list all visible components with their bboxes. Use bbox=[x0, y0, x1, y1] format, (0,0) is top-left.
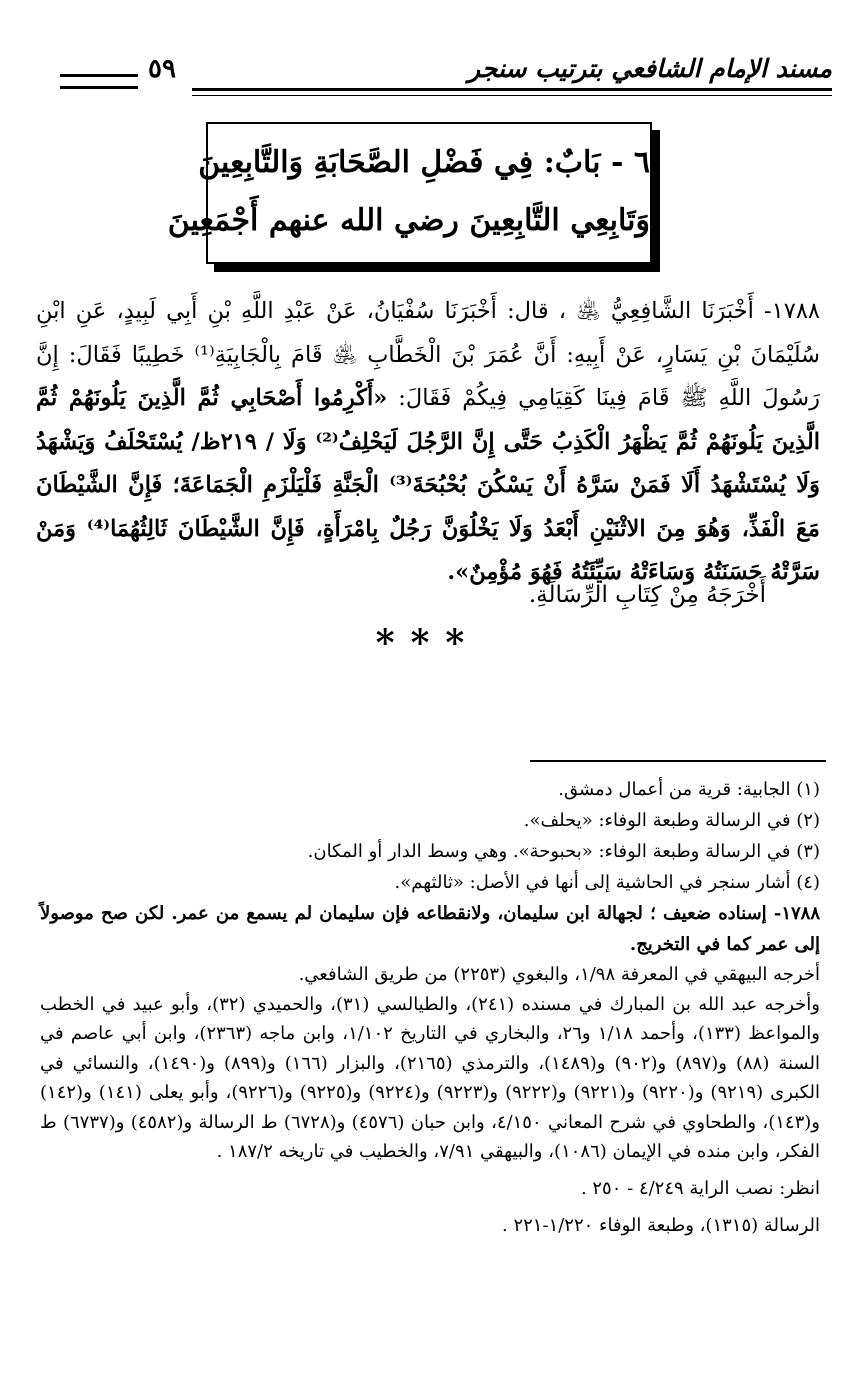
footnote-1: (١) الجابية: قرية من أعمال دمشق. bbox=[558, 779, 820, 800]
see-also: انظر: نصب الراية ٤/٢٤٩ - ٢٥٠ . bbox=[580, 1177, 820, 1199]
footnote-4: (٤) أشار سنجر في الحاشية إلى أنها في الأصل: «ثالثهم». bbox=[394, 872, 820, 893]
hadith-grading: ١٧٨٨- إسناده ضعيف ؛ لجهالة ابن سليمان، ولانقطاعه فإن سليمان لم يسمع من عمر. لكن صح موصولاً إلى عمر كما في التخريج. bbox=[40, 903, 820, 955]
hadith-matn: «أَكْرِمُوا أَصْحَابِي ثُمَّ الَّذِينَ يَلُونَهُمْ ثُمَّ الَّذِينَ يَلُونَهُمْ ثُمَّ يَظْهَرُ الْكَذِبُ حَتَّى إِنَّ الرَّجُلَ لَيَحْلِفُ⁽²⁾ وَلَا / ٢١٩ظ/ يُسْتَحْلَفُ وَيَشْهَدُ وَلَا يُسْتَشْهَدُ أَلَا فَمَنْ سَرَّهُ أَنْ يَسْكُنَ بُحْبُحَةَ⁽³⁾ الْجَنَّةِ فَلْيَلْزَمِ الْجَمَاعَةَ؛ فَإِنَّ الشَّيْطَانَ مَعَ الْفَذِّ، وَهُوَ مِنَ الاثْنَيْنِ أَبْعَدُ وَلَا يَخْلُوَنَّ رَجُلٌ بِامْرَأَةٍ، فَإِنَّ الشَّيْطَانَ ثَالِثُهُمَا⁽⁴⁾ وَمَنْ سَرَّتْهُ حَسَنَتُهُ وَسَاءَتْهُ سَيِّئَتُهُ فَهُوَ مُؤْمِنٌ». bbox=[36, 385, 820, 585]
running-header bbox=[52, 52, 832, 100]
section-separator: *** bbox=[375, 622, 481, 664]
footnote-rule bbox=[530, 760, 826, 762]
footnote-3: (٣) في الرسالة وطبعة الوفاء: «بحبوحة». وهي وسط الدار أو المكان. bbox=[307, 841, 820, 862]
risala-reference: الرسالة (١٣١٥)، وطبعة الوفاء ١/٢٢٠-٢٢١ . bbox=[502, 1214, 820, 1236]
takhrij-1: أخرجه البيهقي في المعرفة ١/٩٨، والبغوي (٢٢٥٣) من طريق الشافعي. bbox=[298, 964, 820, 985]
book-title: مسند الإمام الشافعي بترتيب سنجر bbox=[468, 54, 832, 83]
hadith-isnad: ١٧٨٨- أَخْبَرَنَا الشَّافِعِيُّ ﵁ ، قال: أَخْبَرَنَا سُفْيَانُ، عَنْ عَبْدِ اللَّهِ بْنِ أَبِي لَبِيدٍ، عَنِ ابْنِ سُلَيْمَانَ بْنِ يَسَارٍ، عَنْ أَبِيهِ: أَنَّ عُمَرَ بْنَ الْخَطَّابِ ﵁ قَامَ بِالْجَابِيَةِ⁽¹⁾ خَطِيبًا فَقَالَ: إِنَّ رَسُولَ اللَّهِ ﷺ قَامَ فِينَا كَقِيَامِي فِيكُمْ فَقَالَ: bbox=[36, 298, 821, 411]
chapter-title-line-1: ٦ - بَابٌ: فِي فَضْلِ الصَّحَابَةِ وَالتَّابِعِينَ bbox=[198, 145, 650, 180]
page-number-ornament bbox=[60, 74, 138, 89]
header-rule bbox=[192, 88, 832, 96]
chapter-title-line-2: وَتَابِعِي التَّابِعِينَ رضي الله عنهم أَجْمَعِينَ bbox=[167, 203, 650, 238]
chapter-heading-box bbox=[167, 122, 652, 264]
footnotes bbox=[40, 774, 820, 1241]
hadith-source: أَخْرَجَهُ مِنْ كِتَابِ الرِّسَالَةِ. bbox=[528, 582, 766, 608]
chapter-heading bbox=[167, 122, 652, 264]
page-number: ٥٩ bbox=[148, 54, 176, 84]
footnote-2: (٢) في الرسالة وطبعة الوفاء: «يحلف». bbox=[523, 810, 820, 831]
hadith-text bbox=[36, 290, 820, 595]
takhrij-2: وأخرجه عبد الله بن المبارك في مسنده (٢٤١)، والطيالسي (٣١)، والحميدي (٣٢)، وأبو عبيد في الخطب والمواعظ (١٣٣)، وأحمد ١/١٨ و٢٦، والبخاري في التاريخ ١/١٠٢، وابن ماجه (٢٣٦٣)، وابن أبي عاصم في السنة (٨٨) و(٨٩٧) و(٩٠٢) و(١٤٨٩)، والترمذي (٢١٦٥)، والبزار (١٦٦) و(٨٩٩) و(١٤٩٠)، والنسائي في الكبرى (٩٢١٩) و(٩٢٢٠) و(٩٢٢١) و(٩٢٢٢) و(٩٢٢٣) و(٩٢٢٤) و(٩٢٢٥) و(٩٢٢٦)، وأبو يعلى (١٤١) و(١٤٢) و(١٤٣)، والطحاوي في شرح المعاني ٤/١٥٠، وابن حبان (٤٥٧٦) و(٦٧٢٨) ط الرسالة و(٤٥٨٢) و(٦٧٣٧) ط الفكر، وابن منده في الإيمان (١٠٨٦)، والبيهقي ٧/٩١، والخطيب في تاريخه ١٨٧/٢ . bbox=[40, 993, 821, 1162]
